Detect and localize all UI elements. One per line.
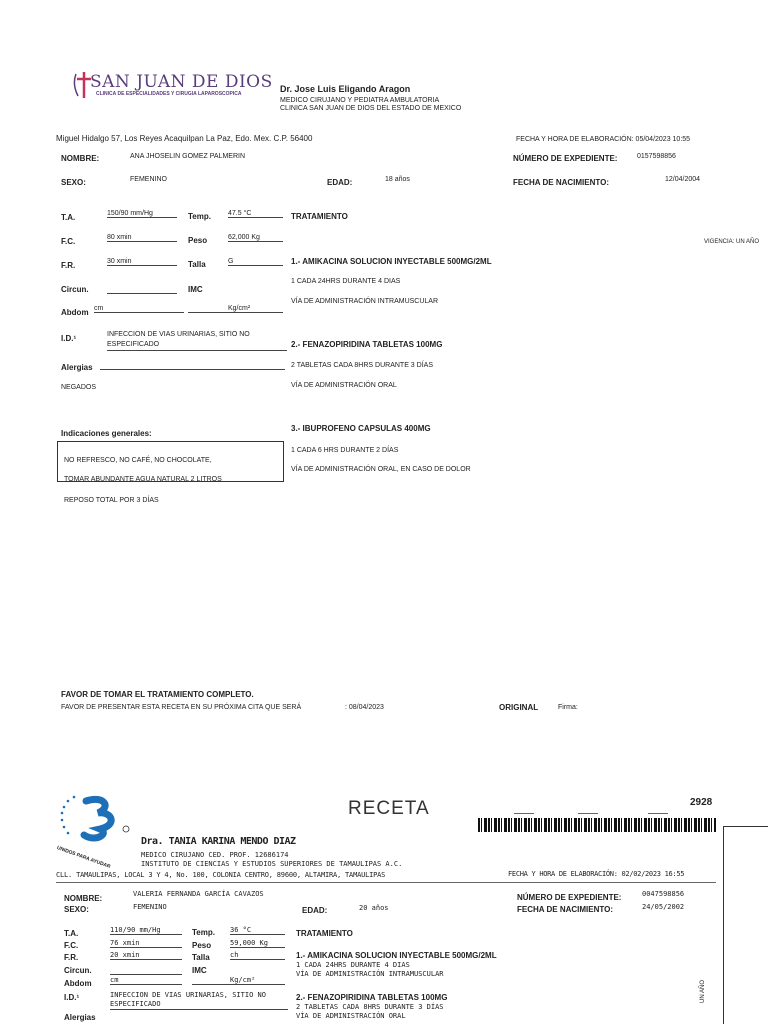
med2-line1: 2 TABLETAS CADA 8HRS DURANTE 3 DÍAS bbox=[296, 1003, 444, 1011]
favor-tomar: FAVOR DE TOMAR EL TRATAMIENTO COMPLETO. bbox=[61, 690, 254, 699]
med2-title: 2.- FENAZOPIRIDINA TABLETAS 100MG bbox=[291, 340, 443, 349]
peso-label: Peso bbox=[188, 236, 208, 245]
alergias-value: NEGADOS bbox=[61, 384, 97, 391]
edad-value: 20 años bbox=[359, 904, 389, 912]
institute-logo-text: UNIDOS PARA AYUDAR bbox=[55, 845, 112, 870]
alergias-label: Alergias bbox=[61, 363, 93, 372]
nacimiento-value: 12/04/2004 bbox=[665, 176, 701, 183]
indicaciones-line3: REPOSO TOTAL POR 3 DÍAS bbox=[64, 497, 159, 504]
clinic-address: CLL. TAMAULIPAS, LOCAL 3 Y 4, No. 100, COLONIA CENTRO, 89600, ALTAMIRA, TAMAULIPAS bbox=[56, 871, 386, 879]
circun-value-line bbox=[107, 293, 177, 294]
fc-label: F.C. bbox=[64, 941, 79, 950]
indicaciones-line1: NO REFRESCO, NO CAFÉ, NO CHOCOLATE, bbox=[64, 457, 212, 464]
edad-label: EDAD: bbox=[302, 906, 328, 915]
peso-value: 62,000 Kg bbox=[228, 234, 283, 242]
ta-label: T.A. bbox=[64, 929, 79, 938]
edad-label: EDAD: bbox=[327, 178, 353, 187]
fc-value: 80 xmin bbox=[107, 234, 177, 242]
id-label: I.D.¹ bbox=[64, 993, 80, 1002]
med2-title: 2.- FENAZOPIRIDINA TABLETAS 100MG bbox=[296, 993, 448, 1002]
med3-title: 3.- IBUPROFENO CAPSULAS 400MG bbox=[291, 424, 431, 433]
firma-label: Firma: bbox=[558, 704, 578, 711]
sexo-label: SEXO: bbox=[64, 905, 89, 914]
nombre-value: ANA JHOSELIN GOMEZ PALMERIN bbox=[130, 153, 246, 160]
abdom-label: Abdom bbox=[64, 979, 92, 988]
vigencia-vertical: UN AÑO bbox=[700, 979, 706, 1003]
indicaciones-label: Indicaciones generales: bbox=[61, 429, 152, 438]
imc-value: Kg/cm² bbox=[188, 305, 283, 313]
id-label: I.D.¹ bbox=[61, 334, 77, 343]
doctor-cedula: MEDICO CIRUJANO CED. PROF. 12686174 bbox=[141, 851, 289, 859]
med3-line2: VÍA DE ADMINISTRACIÓN ORAL, EN CASO DE DOLOR bbox=[291, 466, 471, 473]
temp-label: Temp. bbox=[192, 928, 215, 937]
med1-title: 1.- AMIKACINA SOLUCION INYECTABLE 500MG/2ML bbox=[291, 257, 492, 266]
ta-value: 150/90 mm/Hg bbox=[107, 210, 177, 218]
talla-value: G bbox=[228, 258, 283, 266]
imc-label: IMC bbox=[192, 966, 207, 975]
imc-value: Kg/cm² bbox=[192, 976, 285, 985]
circun-value-line bbox=[110, 974, 182, 975]
fecha-elaboracion: FECHA Y HORA DE ELABORACIÓN: 05/04/2023 10:55 bbox=[516, 136, 691, 143]
fecha-elaboracion: FECHA Y HORA DE ELABORACIÓN: 02/02/2023 16:55 bbox=[508, 870, 685, 878]
med1-title: 1.- AMIKACINA SOLUCION INYECTABLE 500MG/2ML bbox=[296, 951, 497, 960]
cita-fecha: : 08/04/2023 bbox=[345, 704, 384, 711]
id-value: INFECCION DE VIAS URINARIAS, SITIO NO ESPECIFICADO bbox=[107, 330, 287, 351]
med1-line1: 1 CADA 24HRS DURANTE 4 DIAS bbox=[296, 961, 410, 969]
temp-value: 36 °C bbox=[230, 926, 285, 935]
med1-line1: 1 CADA 24HRS DURANTE 4 DIAS bbox=[291, 278, 401, 285]
header-divider bbox=[56, 882, 716, 883]
nombre-label: NOMBRE: bbox=[61, 154, 100, 163]
ta-value: 110/90 mm/Hg bbox=[110, 926, 182, 935]
circun-label: Circun. bbox=[64, 966, 92, 975]
barcode-top-line bbox=[514, 813, 534, 814]
clinic-logo-text: SAN JUAN DE DIOS bbox=[90, 72, 273, 92]
abdom-value: cm bbox=[110, 976, 182, 985]
med3-line1: 1 CADA 6 HRS DURANTE 2 DÍAS bbox=[291, 447, 399, 454]
original-label: ORIGINAL bbox=[499, 703, 539, 712]
clinic-logo-subtitle: CLINICA DE ESPECIALIDADES Y CIRUGIA LAPAROSCOPICA bbox=[96, 91, 242, 97]
talla-label: Talla bbox=[188, 260, 206, 269]
fc-value: 76 xmin bbox=[110, 939, 182, 948]
talla-label: Talla bbox=[192, 953, 210, 962]
nacimiento-label: FECHA DE NACIMIENTO: bbox=[513, 178, 609, 187]
med2-line1: 2 TABLETAS CADA 8HRS DURANTE 3 DÍAS bbox=[291, 362, 433, 369]
indicaciones-line2: TOMAR ABUNDANTE AGUA NATURAL 2 LITROS bbox=[64, 476, 222, 483]
barcode-top-line bbox=[578, 813, 598, 814]
clinic-logo bbox=[72, 70, 273, 102]
doctor-institute: INSTITUTO DE CIENCIAS Y ESTUDIOS SUPERIORES DE TAMAULIPAS A.C. bbox=[141, 860, 403, 868]
tratamiento-label: TRATAMIENTO bbox=[291, 212, 348, 221]
fr-label: F.R. bbox=[64, 953, 79, 962]
sexo-value: FEMENINO bbox=[130, 176, 167, 183]
vigencia: VIGENCIA: UN AÑO bbox=[704, 239, 760, 245]
edad-value: 18 años bbox=[385, 176, 410, 183]
favor-presentar: FAVOR DE PRESENTAR ESTA RECETA EN SU PRÓXIMA CITA QUE SERÁ bbox=[61, 704, 302, 711]
clinic-address: Miguel Hidalgo 57, Los Reyes Acaquilpan La Paz, Edo. Mex. C.P. 56400 bbox=[56, 134, 313, 143]
tratamiento-label: TRATAMIENTO bbox=[296, 929, 353, 938]
barcode-top-line bbox=[648, 813, 668, 814]
nombre-label: NOMBRE: bbox=[64, 894, 103, 903]
institute-logo bbox=[55, 793, 132, 870]
fr-value: 30 xmin bbox=[107, 258, 177, 266]
vigencia-box bbox=[723, 826, 768, 1024]
talla-value: ch bbox=[230, 951, 285, 960]
peso-label: Peso bbox=[192, 941, 212, 950]
abdom-value: cm bbox=[94, 305, 184, 313]
sexo-value: FEMENINO bbox=[133, 903, 167, 911]
doctor-clinic: CLINICA SAN JUAN DE DIOS DEL ESTADO DE MEXICO bbox=[280, 105, 462, 112]
sexo-label: SEXO: bbox=[61, 178, 86, 187]
nacimiento-value: 24/05/2002 bbox=[642, 903, 685, 911]
fc-label: F.C. bbox=[61, 237, 76, 246]
med1-line2: VÍA DE ADMINISTRACIÓN INTRAMUSCULAR bbox=[296, 970, 444, 978]
nacimiento-label: FECHA DE NACIMIENTO: bbox=[517, 905, 613, 914]
nombre-value: VALERIA FERNANDA GARCÍA CAVAZOS bbox=[133, 890, 264, 898]
med2-line2: VÍA DE ADMINISTRACIÓN ORAL bbox=[296, 1012, 406, 1020]
expediente-label: NÚMERO DE EXPEDIENTE: bbox=[513, 154, 618, 163]
doctor-specialty: MEDICO CIRUJANO Y PEDIATRA AMBULATORIA bbox=[280, 97, 440, 104]
abdom-label: Abdom bbox=[61, 308, 89, 317]
med2-line2: VÍA DE ADMINISTRACIÓN ORAL bbox=[291, 382, 397, 389]
alergias-label: Alergias bbox=[64, 1013, 96, 1022]
expediente-value: 0047598856 bbox=[642, 890, 685, 898]
med1-line2: VÍA DE ADMINISTRACIÓN INTRAMUSCULAR bbox=[291, 298, 439, 305]
temp-value: 47.5 °C bbox=[228, 210, 283, 218]
doctor-name: Dra. TANIA KARINA MENDO DIAZ bbox=[141, 836, 296, 847]
circun-label: Circun. bbox=[61, 285, 89, 294]
ta-label: T.A. bbox=[61, 213, 76, 222]
expediente-label: NÚMERO DE EXPEDIENTE: bbox=[517, 893, 622, 902]
peso-value: 59,000 Kg bbox=[230, 939, 285, 948]
barcode bbox=[478, 818, 716, 832]
fr-value: 20 xmin bbox=[110, 951, 182, 960]
doctor-name: Dr. Jose Luis Eligando Aragon bbox=[280, 84, 411, 94]
imc-label: IMC bbox=[188, 285, 203, 294]
alergias-line bbox=[100, 369, 285, 370]
expediente-value: 0157598856 bbox=[637, 153, 676, 160]
receta-title: RECETA bbox=[348, 798, 430, 819]
temp-label: Temp. bbox=[188, 212, 211, 221]
fr-label: F.R. bbox=[61, 261, 76, 270]
id-value: INFECCION DE VIAS URINARIAS, SITIO NO ESPECIFICADO bbox=[110, 991, 288, 1010]
folio-number: 2928 bbox=[690, 797, 713, 808]
